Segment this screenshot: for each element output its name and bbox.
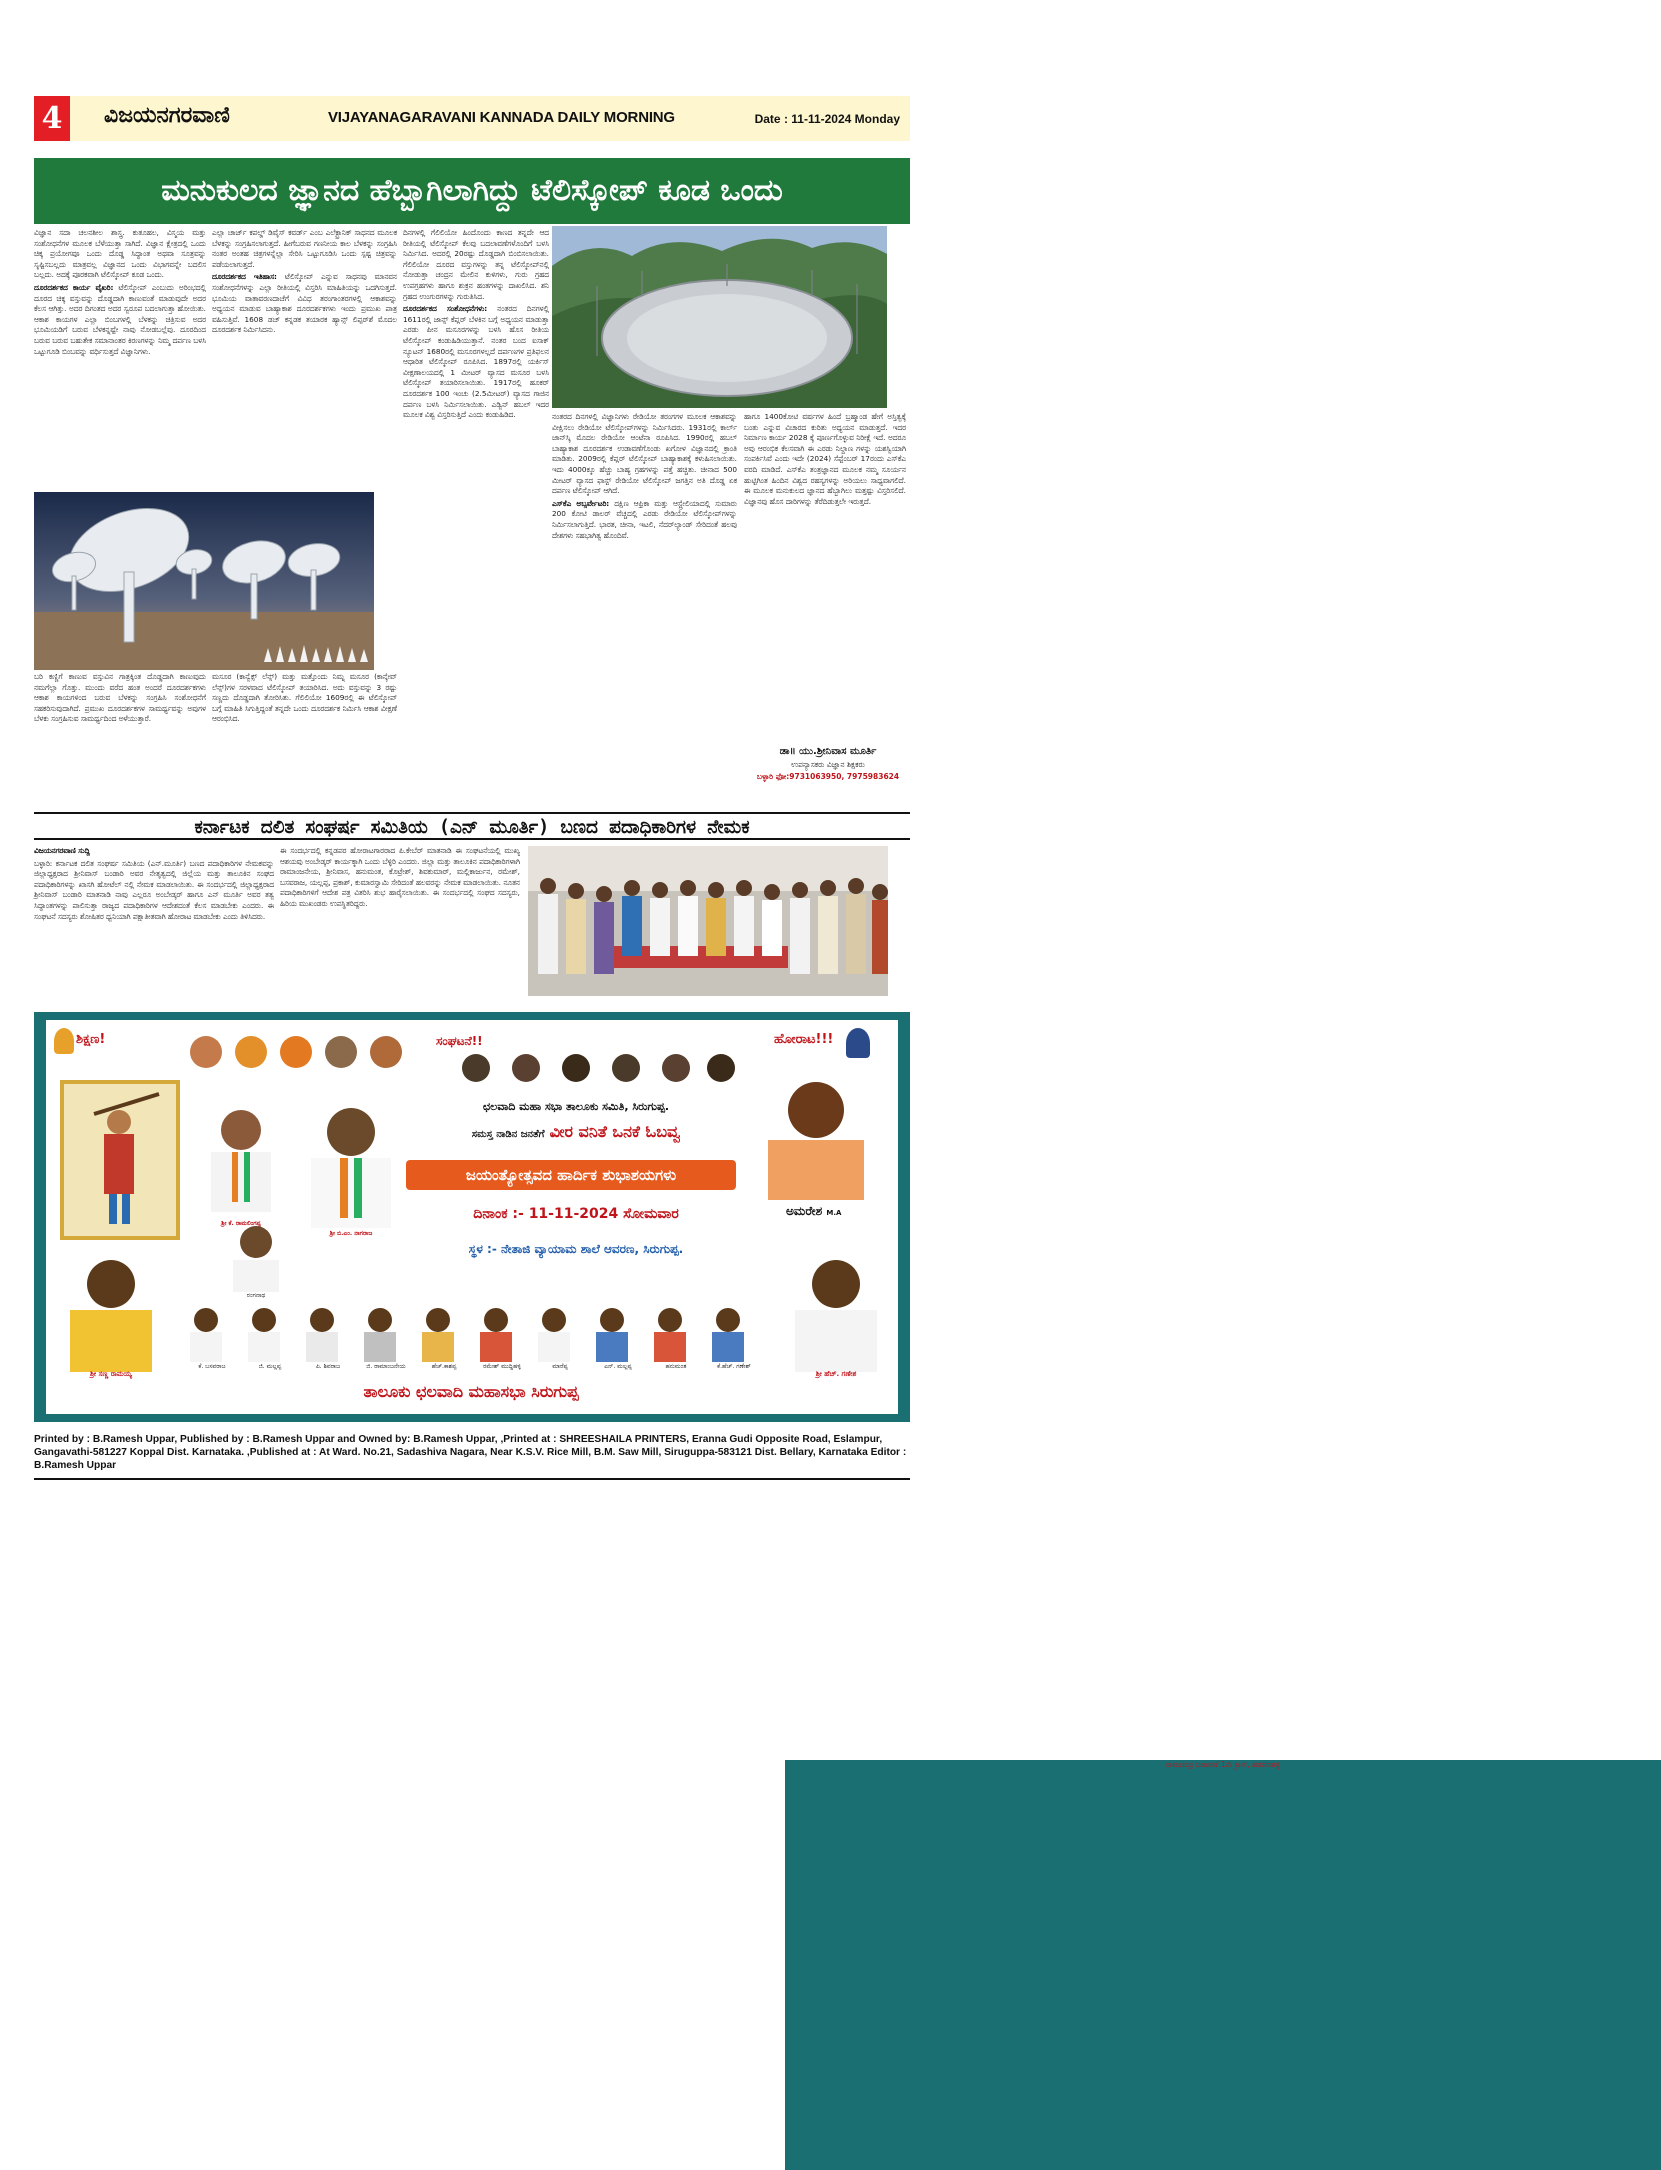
article1-column-1-top — [34, 228, 206, 490]
portrait-ranganath-graphic — [221, 1220, 291, 1292]
article1-body-3: ನಂತರದ ದಿನಗಳಲ್ಲಿ 1611ರಲ್ಲಿ ಜಾನ್ಸ್ ಕೆಪ್ಲರ್ ಬೆಳಕಿನ ಬಗ್ಗೆ ಅಧ್ಯಯನ ಮಾಡುತ್ತಾ ಎರಡು ಪೀನ ಮಸೂರಗಳನ್ನು ಬಳಸಿ ಹೊಸ ರೀತಿಯ ಟೆಲಿಸ್ಕೋಪ್ ಕಂಡುಹಿಡಿಯುತ್ತಾನೆ. ನಂತರ ಬಂದ ಐಸಾಕ್ ನ್ಯೂಟನ್ 1680ರಲ್ಲಿ ಮಸೂರಗಳಲ್ಲದೆ ದರ್ಪಣಗಳ ಪ್ರತಿಫಲನ ಆಧಾರಿತ ಟೆಲಿಸ್ಕೋಪ್ ರೂಪಿಸಿದ. 1897ರಲ್ಲಿ ಯರ್ಕಿಸ್ ವೀಕ್ಷಣಾಲಯದಲ್ಲಿ 1 ಮೀಟರ್ ವ್ಯಾಸದ ಮಸೂರ ಬಳಸಿ ಟೆಲಿಸ್ಕೋಪ್ ತಯಾರಿಸಲಾಯಿತು. 1917ರಲ್ಲಿ ಹೂಕರ್ ದೂರದರ್ಶಕ 100 ಇಂಚು (2.5ಮೀಟರ್) ವ್ಯಾಸದ ಗಾಜಿನ ದರ್ಪಣ ಬಳಸಿ ನಿರ್ಮಿಸಲಾಯಿತು. ಎಡ್ವಿನ್ ಹಬಲ್ ಇದರ ಮೂಲಕ ವಿಶ್ವ ವಿಸ್ತರಿಸುತ್ತಿದೆ ಎಂದು ಕಂಡುಹಿಡಿದ. — [403, 304, 550, 420]
article1-body-4: ದಕ್ಷಿಣ ಆಫ್ರಿಕಾ ಮತ್ತು ಆಸ್ಟ್ರೇಲಿಯಾದಲ್ಲಿ ಸುಮಾರು 200 ಕೋಟಿ ಡಾಲರ್ ವೆಚ್ಚದಲ್ಲಿ ಎರಡು ರೇಡಿಯೋ ಟೆಲಿಸ್ಕೋಪ್‌ಗಳನ್ನು ನಿರ್ಮಿಸಲಾಗುತ್ತಿದೆ. ಭಾರತ, ಚೀನಾ, ಇಟಲಿ, ನೆದರ್‌ಲ್ಯಾಂಡ್ ಸೇರಿದಂತೆ ಹಲವು ದೇಶಗಳು ಸಹಭಾಗಿತ್ವ ಹೊಂದಿವೆ. — [552, 498, 737, 540]
onake-obavva-painting — [60, 1080, 180, 1240]
article1-col3-text: ದಿನಗಳಲ್ಲಿ ಗೆಲಿಲಿಯೋ ಹಿಂದೊಂದು ಕಾಣದ ತನ್ನದೇ ಆದ ರೀತಿಯಲ್ಲಿ ಟೆಲಿಸ್ಕೋಪ್ ಕೆಲವು ಬದಲಾವಣೆಗಳೊಂದಿಗೆ ಬಳಸಿ ನಿರ್ಮಿಸಿದ. ಅದರಲ್ಲಿ 20ರಷ್ಟು ದೊಡ್ಡದಾಗಿ ಬಿಂಬಿಸಲಾಯಿತು. ಗೆಲಿಲಿಯೋ ದೂರದ ವಸ್ತುಗಳನ್ನು ತನ್ನ ಟೆಲಿಸ್ಕೋಪ್‌ನಲ್ಲಿ ನೋಡುತ್ತಾ ಚಂದ್ರನ ಮೇಲಿನ ಕುಳಿಗಳು, ಗುರು ಗ್ರಹದ ಉಪಗ್ರಹಗಳು ಹಾಗೂ ಶುಕ್ರನ ಹಂತಗಳನ್ನು ದಾಖಲಿಸಿದ. ಶನಿ ಗ್ರಹದ ಉಂಗುರಗಳನ್ನು ಗುರುತಿಸಿದ. — [403, 228, 549, 301]
paper-title-kannada: ವಿಜಯನಗರವಾಣಿ — [104, 103, 230, 128]
article1-col2-intro: ಎಲ್ಲಾ ಚಾರ್ಜ್ ಕಪಲ್ಡ್ ಡಿವೈಸ್ ಕವರ್ಡ್ ಎಂಬ ಎಲೆಕ್ಟ್ರಾನಿಕ್ ಸಾಧನದ ಮೂಲಕ ಬೆಳಕನ್ನು ಸಂಗ್ರಹಿಸಲಾಗುತ್ತದೆ. ಹೀಗೆಬರುವ ಗಣನೀಯ ಕಾಲ ಬೆಳಕನ್ನು ಸಂಗ್ರಹಿಸಿ ನಂತರ ಅಂತಹ ಚಿತ್ರಗಳನ್ನೆಲ್ಲಾ ಸೇರಿಸಿ ಒಟ್ಟುಗೂಡಿಸಿ ಒಂದು ಸ್ಪಷ್ಟ ಚಿತ್ರವನ್ನು ಪಡೆಯಲಾಗುತ್ತದೆ. — [212, 228, 397, 269]
ad-top-portraits-left-graphic — [186, 1030, 416, 1078]
ad-greeting-block — [426, 1122, 726, 1142]
row-caption-3: ಪಿ. ಶಿವರಾಜ — [315, 1363, 341, 1370]
article1-subhead-1: ದೂರದರ್ಶಕದ ಕಾರ್ಯ ವೈಖರಿ: — [34, 282, 114, 292]
row-caption-10: ಕೆ.ಹೆಚ್. ಗಣೇಶ್ — [717, 1363, 751, 1370]
ad-footer-line: ತಾಲೂಕು ಛಲವಾದಿ ಮಹಾಸಭಾ ಸಿರುಗುಪ್ಪ — [363, 1382, 579, 1401]
ad-hero-name: ವೀರ ವನಿತೆ ಒನಕೆ ಓಬವ್ವ — [549, 1122, 681, 1141]
article1-column-4 — [552, 412, 737, 800]
ad-venue-line: ಸ್ಥಳ :- ನೇತಾಜಿ ವ್ಯಾಯಾಮ ಶಾಲೆ ಆವರಣ, ಸಿರುಗುಪ್ಪ. — [468, 1242, 684, 1256]
portrait-row-graphic — [176, 1302, 776, 1362]
row-caption-1: ಕೆ. ಬಸವರಾಜ — [198, 1363, 226, 1370]
article1-subhead-3: ದೂರದರ್ಶಕದ ಸಂಶೋಧನೆಗಳು: — [403, 304, 488, 314]
paper-title-english: VIJAYANAGARAVANI KANNADA DAILY MORNING — [328, 109, 675, 126]
article1-col4-text: ನಂತರದ ದಿನಗಳಲ್ಲಿ ವಿಜ್ಞಾನಿಗಳು ರೇಡಿಯೋ ತರಂಗಗಳ ಮೂಲಕ ಆಕಾಶವನ್ನು ವೀಕ್ಷಿಸಲು ರೇಡಿಯೋ ಟೆಲಿಸ್ಕೋಪ್‌ಗಳನ್ನು ನಿರ್ಮಿಸಿದರು. 1931ರಲ್ಲಿ ಕಾರ್ಲ್ ಜಾನ್‌ಸ್ಕಿ ಮೊದಲ ರೇಡಿಯೋ ಆಂಟೆನಾ ರೂಪಿಸಿದ. 1990ರಲ್ಲಿ ಹಬಲ್ ಬಾಹ್ಯಾಕಾಶ ದೂರದರ್ಶಕ ಉಡಾವಣೆಗೊಂಡು ಖಗೋಳ ವಿಜ್ಞಾನದಲ್ಲಿ ಕ್ರಾಂತಿ ಮಾಡಿತು. 2009ರಲ್ಲಿ ಕೆಪ್ಲರ್ ಟೆಲಿಸ್ಕೋಪ್ ಬಾಹ್ಯಾಕಾಶಕ್ಕೆ ಕಳುಹಿಸಲಾಯಿತು. ಇದು 4000ಕ್ಕೂ ಹೆಚ್ಚು ಬಾಹ್ಯ ಗ್ರಹಗಳನ್ನು ಪತ್ತೆ ಹಚ್ಚಿತು. ಚೀನಾದ 500 ಮೀಟರ್ ವ್ಯಾಸದ ಫಾಸ್ಟ್ ರೇಡಿಯೋ ಟೆಲಿಸ್ಕೋಪ್ ಜಗತ್ತಿನ ಅತಿ ದೊಡ್ಡ ಏಕ ದರ್ಪಣ ಟೆಲಿಸ್ಕೋಪ್ ಆಗಿದೆ. — [552, 412, 737, 496]
portrait-left-top — [196, 1100, 286, 1220]
ad-greeting: ಸಮಸ್ತ ನಾಡಿನ ಜನತೆಗೆ — [471, 1129, 545, 1140]
amaresh-degree: M.A — [826, 1209, 842, 1217]
left-top-person-name: ಶ್ರೀ ಕೆ. ರಾಮಲಿಂಗಪ್ಪ — [221, 1220, 261, 1227]
article1-column-1-bottom: ಬರಿ ಕಣ್ಣಿಗೆ ಕಾಣುವ ವಸ್ತುವಿನ ಗಾತ್ರಕ್ಕಿಂತ ದೊಡ್ಡದಾಗಿ ಕಾಣುವುದು ನಮಗೆಲ್ಲಾ ಗೊತ್ತು. ಮುಂದು ವರೆದ ಹಂತ ಅಂದರೆ ದೂರದರ್ಶಕಗಳು ಆಕಾಶ ಕಾಯಗಳಿಂದ ಬರುವ ಬೆಳಕನ್ನು ಸಂಗ್ರಹಿಸಿ ಸಂಶೋಧನೆಗೆ ಸಹಕರಿಸುವುದಾಗಿದೆ. ಪ್ರಮುಖ ದೂರದರ್ಶಕಗಳ ಸಾಮರ್ಥ್ಯವನ್ನು ಅವುಗಳ ಬೆಳಕು ಸಂಗ್ರಹಿಸುವ ಸಾಮರ್ಥ್ಯದಿಂದ ಅಳೆಯುತ್ತಾರೆ. — [34, 672, 206, 724]
ad-label-education: ಶಿಕ್ಷಣ! — [76, 1032, 106, 1047]
article1-intro: ವಿಜ್ಞಾನ ಸದಾ ಚಲನಶೀಲ ಶಾಸ್ತ್ರ. ಕುತೂಹಲ, ವಿಸ್ಮಯ ಮತ್ತು ಸಂಶೋಧನೆಗಳ ಮೂಲಕ ಬೆಳೆಯುತ್ತಾ ಸಾಗಿದೆ. ವಿಜ್ಞಾನ ಕ್ಷೇತ್ರದಲ್ಲಿ ಒಂದು ಚಿಕ್ಕ ಪ್ರಯೋಗವೂ ಒಂದು ದೊಡ್ಡ ಸಿದ್ಧಾಂತ ಅಥವಾ ಸೂತ್ರವನ್ನು ಸೃಷ್ಟಿಸಬಲ್ಲದು ಮಾತ್ರವಲ್ಲ ವಿಜ್ಞಾನದ ಒಂದು ವಿಭಾಗವನ್ನೇ ಬದಲಿಸ ಬಲ್ಲದು. ಅದಕ್ಕೆ ಪೂರಕವಾಗಿ ಟೆಲಿಸ್ಕೋಪ್ ಕೂಡ ಒಂದು. — [34, 228, 206, 280]
portrait-sanna-ramaiah-graphic — [56, 1252, 166, 1372]
right-person-name: ಶ್ರೀ ಹೆಚ್. ಗಣೇಶ — [815, 1370, 857, 1378]
article1-column-2-bottom: ಮಸೂರ (ಕಾನ್ವೆಕ್ಸ್ ಲೆನ್ಸ್) ಮತ್ತು ಮತ್ತೊಂದು ನಿಮ್ನ ಮಸೂರ (ಕಾನ್ಕೇವ್ ಲೆನ್ಸ್)ಗಳ ಸರಳವಾದ ಟೆಲಿಸ್ಕೋಪ್ ತಯಾರಿಸಿದ. ಅದು ವಸ್ತುವನ್ನು 3 ರಷ್ಟು ಸಣ್ಣದು ದೊಡ್ಡದಾಗಿ ತೋರಿಸಿತು. ಗೆಲಿಲಿಯೋ 1609ರಲ್ಲಿ ಈ ಟೆಲಿಸ್ಕೋಪ್ ಬಗ್ಗೆ ಮಾಹಿತಿ ಸಿಗುತ್ತಿದ್ದಂತೆ ತನ್ನದೇ ಒಂದು ದೂರದರ್ಶಕ ನಿರ್ಮಿಸಿ ಆಕಾಶ ವೀಕ್ಷಣೆ ಆರಂಭಿಸಿದ. — [212, 672, 397, 724]
author-role: ಉಪನ್ಯಾಸಕರು ವಿಜ್ಞಾನ ಶಿಕ್ಷಕರು — [791, 760, 865, 769]
portrait-center-graphic — [296, 1100, 406, 1230]
article1-body-1: ಟೆಲಿಸ್ಕೋಪ್ ಎಂಬುದು ಅರಿಂಭದಲ್ಲಿ ದೂರದ ಚಿಕ್ಕ ವಸ್ತುವನ್ನು ದೊಡ್ಡದಾಗಿ ಕಾಣುವಂತೆ ಮಾಡುವುದೇ ಅದರ ಕೆಲಸ ಆಗಿತ್ತು. ಅದರ ದಿಗಂತದ ಅದರ ಸ್ವರೂಪ ಬದಲಾಗುತ್ತಾ ಹೋಯಿತು. ಆಕಾಶ ಕಾಯಗಳ ಎಲ್ಲಾ ಬಿಂಬಗಳಲ್ಲಿ ಬೆಳಕನ್ನು ಚಿತ್ರಿಸುವ ಅದರ ಭೂಮಿಯಡಿಗೆ ಬರುವ ಬೆಳಕನ್ನಷ್ಟೇ ನಾವು ನೋಡಬಲ್ಲೆವು. ದೂರದಿಂದ ಬರುವ ಬರುವ ಬಹುತೇಕ ಸಮಾನಾಂತರ ಕಿರಣಗಳನ್ನು ನಿಮ್ಮ ದರ್ಪಣ ಬಳಸಿ ಒಟ್ಟುಗೂಡಿ ಬಿಂಬವನ್ನು ವರ್ಧಿಸುತ್ತದೆ ವಿಜ್ಞಾನಿಗಳು. — [34, 282, 206, 356]
masthead — [34, 96, 910, 141]
center-person-name: ಶ್ರೀ ಬಿ.ಎಂ. ನಾಗರಾಜ — [329, 1230, 373, 1237]
row-caption-9: ಹನುಮಂತ — [665, 1363, 687, 1370]
portrait-left-top-graphic — [196, 1100, 286, 1220]
article1-column-2-top — [212, 228, 397, 490]
article2-column-1 — [34, 846, 274, 1006]
article1-subhead-4: ಎಸ್‌ಕೆಎ ಅಬ್ಸರ್ವೇಟರಿ: — [552, 498, 610, 508]
author-name: ಡಾ॥ ಯು.ಶ್ರೀನಿವಾಸ ಮೂರ್ತಿ — [779, 746, 877, 757]
portrait-ganesh-graphic — [781, 1252, 891, 1372]
imprint-footer: Printed by : B.Ramesh Uppar, Published by : B.Ramesh Uppar and Owned by: B.Ramesh Uppar, ,Printed at : SHREESHAILA PRINTERS, Eranna Gudi Opposite Road, Eslampur, Gangavathi-581227 Koppal Dist. Karnataka. ,Published at : At Ward. No.21, Sadashiva Nagara, Near K.S.V. Rice Mill, B.M. Saw Mill, Siruguppa-583121 Dist. Bellary, Karnataka Editor : B.Ramesh Uppar — [34, 1434, 907, 1471]
ad-top-portraits-right-graphic — [456, 1050, 736, 1086]
article2-headline: ಕರ್ನಾಟಕ ದಲಿತ ಸಂಘರ್ಷ ಸಮಿತಿಯ (ಎನ್ ಮೂರ್ತಿ) ಬಣದ ಪದಾಧಿಕಾರಿಗಳ ನೇಮಕ — [34, 812, 910, 840]
issue-date: Date : 11-11-2024 Monday — [754, 112, 900, 126]
article1-subhead-2: ದೂರದರ್ಶಕದ ಇತಿಹಾಸ: — [212, 272, 277, 282]
ad-label-struggle: ಹೋರಾಟ!!! — [774, 1032, 834, 1047]
group-photo — [528, 846, 888, 996]
ranganath-name: ರಂಗನಾಥ — [246, 1292, 266, 1299]
portrait-row — [176, 1302, 776, 1362]
portrait-amaresh-graphic — [746, 1070, 886, 1200]
page-number: 4 — [34, 96, 70, 141]
row-caption-2: ಜಿ. ಮಲ್ಲಪ್ಪ — [258, 1363, 282, 1370]
ad-label-organise: ಸಂಘಟನೆ!! — [436, 1034, 483, 1048]
group-photo-illustration — [528, 846, 888, 996]
ad-org-line: ಛಲವಾದಿ ಮಹಾ ಸಭಾ ತಾಲೂಕು ಸಮಿತಿ, ಸಿರುಗುಪ್ಪ. — [482, 1100, 670, 1113]
amaresh-name: ಅಮರೇಶ — [786, 1204, 823, 1218]
portrait-center — [296, 1100, 406, 1230]
ad-wishes: ಜಯಂತ್ಯೋತ್ಸವದ ಹಾರ್ದಿಕ ಶುಭಾಶಯಗಳು — [406, 1160, 736, 1190]
ambedkar-icon — [846, 1028, 870, 1058]
row-caption-7: ಮಾರೆಪ್ಪ — [552, 1363, 568, 1370]
article2-byline: ವಿಜಯನಗರವಾಣಿ ಸುದ್ದಿ — [34, 846, 90, 855]
ad-top-portraits-left — [186, 1030, 416, 1078]
footer-rule — [34, 1478, 910, 1480]
article1-column-5: ಹಾಗೂ 1400ಕೋಟಿ ವರ್ಷಗಳ ಹಿಂದೆ ಬ್ರಹ್ಮಾಂಡ ಹೇಗೆ ಅಸ್ತಿತ್ವಕ್ಕೆ ಬಂತು ಎನ್ನುವ ವಿಚಾರದ ಕುರಿತು ಅಧ್ಯಯನ ಮಾಡುತ್ತದೆ. ಇದರ ನಿರ್ಮಾಣ ಕಾರ್ಯ 2028 ಕ್ಕೆ ಪೂರ್ಣಗೊಳ್ಳುವ ನಿರೀಕ್ಷೆ ಇದೆ. ಅದರೂ ಅವು ಆರಂಭಿಕ ಕೆಲಸವಾಗಿ ಈ ಎರಡು ನಿಲ್ದಾಣ ಗಳನ್ನು ಯಶಸ್ವಿಯಾಗಿ ಸಂಪರ್ಕಿಸಿವೆ ಎಂದು ಇದೇ (2024) ಸೆಪ್ಟೆಂಬರ್ 17ರಂದು ಎಸ್‌ಕೆಎ ವರದಿ ಮಾಡಿದೆ. ಎಸ್‌ಕೆಎ ತಂತ್ರಜ್ಞಾನದ ಮೂಲಕ ನಮ್ಮ ಸೂರ್ಯನ ಹುಟ್ಟಿಗಿಂತ ಹಿಂದಿನ ವಿಶ್ವದ ರಹಸ್ಯಗಳನ್ನು ಅರಿಯಲು ಸಾಧ್ಯವಾಗಲಿದೆ. ಈ ಮೂಲಕ ಮನುಕುಲದ ಜ್ಞಾನದ ಹೆಬ್ಬಾಗಿಲು ಮತ್ತಷ್ಟು ವಿಸ್ತರಿಸಲಿದೆ. ವಿಜ್ಞಾನವು ಹೊಸ ದಾರಿಗಳನ್ನು ತೆರೆದಿಡುತ್ತಲೇ ಇರುತ್ತದೆ. — [744, 412, 906, 506]
article1-body-2: ಟೆಲಿಸ್ಕೋಪ್ ಎನ್ನುವ ಸಾಧನವು ಮಾನವನ ಸಂಶೋಧನೆಗಳನ್ನು ಎಲ್ಲಾ ರೀತಿಯಲ್ಲಿ ವಿಸ್ತರಿಸಿ ಮಾಹಿತಿಯನ್ನು ಒದಗಿಸುತ್ತದೆ. ಭೂಮಿಯ ವಾತಾವರಣದಾಚೆಗೆ ವಿವಿಧ ತರಂಗಾಂತರಗಳಲ್ಲಿ ಆಕಾಶವನ್ನು ಅಧ್ಯಯನ ಮಾಡುವ ಬಾಹ್ಯಾಕಾಶ ದೂರದರ್ಶಕಗಳು ಇಂದು ಪ್ರಮುಖ ಪಾತ್ರ ವಹಿಸುತ್ತಿವೆ. 1608 ಡಚ್ ಕನ್ನಡಕ ತಯಾರಕ ಹ್ಯಾನ್ಸ್ ಲಿಪ್ಪರ್‌ಶೆ ಮೊದಲ ದೂರದರ್ಶಕ ನಿರ್ಮಿಸಿದನು. — [212, 272, 397, 335]
fast-telescope-image — [552, 226, 887, 408]
portrait-sanna-ramaiah — [56, 1252, 166, 1372]
article2-column-2: ಈ ಸಂದರ್ಭದಲ್ಲಿ ಕನ್ನಡಪರ ಹೋರಾಟಗಾರರಾದ ಪಿ.ಕೇಬೆರ್ ಮಾತನಾಡಿ ಈ ಸಂಘಟನೆಯಲ್ಲಿ ಮುಖ್ಯ ಆಶಯವು ಅಂಬೇಡ್ಕರ್ ಕಾರ್ಯಕ್ಕಾಗಿ ಒಂದು ಬೆಳ್ಳಿರಿ ಎಂದರು. ಜಿಲ್ಲಾ ಮತ್ತು ತಾಲೂಕಿನ ಪದಾಧಿಕಾರಿಗಳಾಗಿ ರಾಮಾಂಜನೇಯ, ಶ್ರೀನಿವಾಸ, ಹನುಮಂತ, ಕೊಟ್ರೇಶ್, ಶಿವಕುಮಾರ್, ಮಲ್ಲಿಕಾರ್ಜುನ, ರಮೇಶ್, ಬಸವರಾಜ, ಯಲ್ಲಪ್ಪ, ಪ್ರಕಾಶ್, ಕುಮಾರಸ್ವಾಮಿ ಸೇರಿದಂತೆ ಹಲವರನ್ನು ನೇಮಕ ಮಾಡಲಾಯಿತು. ನೂತನ ಪದಾಧಿಕಾರಿಗಳಿಗೆ ಆದೇಶ ಪತ್ರ ವಿತರಿಸಿ ಶುಭ ಹಾರೈಸಲಾಯಿತು. ಈ ಸಂದರ್ಭದಲ್ಲಿ ಸಂಘದ ಸದಸ್ಯರು, ಹಿರಿಯ ಮುಖಂಡರು ಉಪಸ್ಥಿತರಿದ್ದರು. — [280, 846, 520, 908]
row-caption-8: ಎನ್. ಮಲ್ಲಪ್ಪ — [604, 1363, 632, 1370]
article1-headline: ಮನುಕುಲದ ಜ್ಞಾನದ ಹೆಬ್ಬಾಗಿಲಾಗಿದ್ದು ಟೆಲಿಸ್ಕೋಪ್ ಕೂಡ ಒಂದು — [34, 158, 910, 224]
onake-obavva-figure — [64, 1084, 176, 1236]
left-person-name: ಶ್ರೀ ಸಣ್ಣ ರಾಮಯ್ಯ — [90, 1370, 132, 1378]
amaresh-name-block — [786, 1204, 841, 1219]
advertisement-content — [46, 1020, 898, 1414]
row-caption-5: ಹೆಚ್.ಕಾಶಪ್ಪ — [431, 1363, 457, 1370]
portrait-amaresh — [746, 1070, 886, 1200]
article1-column-3 — [403, 228, 549, 800]
portrait-ganesh — [781, 1252, 891, 1372]
ad-top-portraits-right — [456, 1050, 736, 1086]
dish-array-image — [34, 492, 374, 670]
portrait-ranganath — [221, 1220, 291, 1292]
article2-text-1: ಬಳ್ಳಾರಿ: ಕರ್ನಾಟಕ ದಲಿತ ಸಂಘರ್ಷ ಸಮಿತಿಯ (ಎನ್.ಮೂರ್ತಿ) ಬಣದ ಪದಾಧಿಕಾರಿಗಳ ನೇಮಕವನ್ನು ಜಿಲ್ಲಾಧ್ಯಕ್ಷರಾದ ಶ್ರೀನಿವಾಸ್ ಬಂಡಾರಿ ಅವರ ನೇತೃತ್ವದಲ್ಲಿ ಜಿಲ್ಲೆಯ ಮತ್ತು ತಾಲೂಕಿನ ಸಂಘದ ಪದಾಧಿಕಾರಿಗಳನ್ನು ಖಾಸಗಿ ಹೋಟೆಲ್ ನಲ್ಲಿ ನೇಮಕ ಮಾಡಲಾಯಿತು. ಈ ಸಂದರ್ಭದಲ್ಲಿ ಜಿಲ್ಲಾಧ್ಯಕ್ಷರಾದ ಶ್ರೀನಿವಾಸ್ ಬಂಡಾರಿ ಮಾತನಾಡಿ ನಾವು ಎಲ್ಲರೂ ಅಂಬೇಡ್ಕರ್ ಹಾಗೂ ಎನ್ ಮೂರ್ತಿ ಅವರ ತತ್ವ ಸಿದ್ಧಾಂತಗಳನ್ನು ಪಾಲಿಸುತ್ತಾ ರಾಜ್ಯದ ಪದಾಧಿಕಾರಿಗಳ ಆದೇಶದಂತೆ ಕೆಲಸ ಮಾಡಬೇಕು ಎಂದರು. ಈ ಸಂಘಟನೆ ಸದಸ್ಯರು ಶೋಷಿತರ ಧ್ವನಿಯಾಗಿ ಪಕ್ಷಾತೀತವಾಗಿ ಹೋರಾಟ ಮಾಡಬೇಕು ಎಂದು ತಿಳಿಸಿದರು. — [34, 858, 274, 921]
row-caption-6: ರಮೇಶ್ ಮುದ್ದಿಹಳ್ಳಿ — [483, 1363, 521, 1370]
buddha-icon — [54, 1028, 74, 1054]
dish-array-illustration — [34, 492, 374, 670]
advertisement-banner — [34, 1012, 910, 1422]
fast-telescope-illustration — [552, 226, 887, 408]
ad-date-line: ದಿನಾಂಕ :- 11-11-2024 ಸೋಮವಾರ — [473, 1206, 679, 1222]
row-caption-4: ಜಿ. ರಾಮಾಂಜನೇಯ — [366, 1363, 406, 1370]
author-phone: ಬಳ್ಳಾರಿ ಫೋ:9731063950, 7975983624 — [756, 772, 900, 781]
author-address: ರಾಮಚಂದ್ರ ಬಡಾವಣೆ 1ನೇ ಕ್ರಾಸ್, ಹರಪನಹಳ್ಳಿ — [785, 1760, 1661, 2170]
